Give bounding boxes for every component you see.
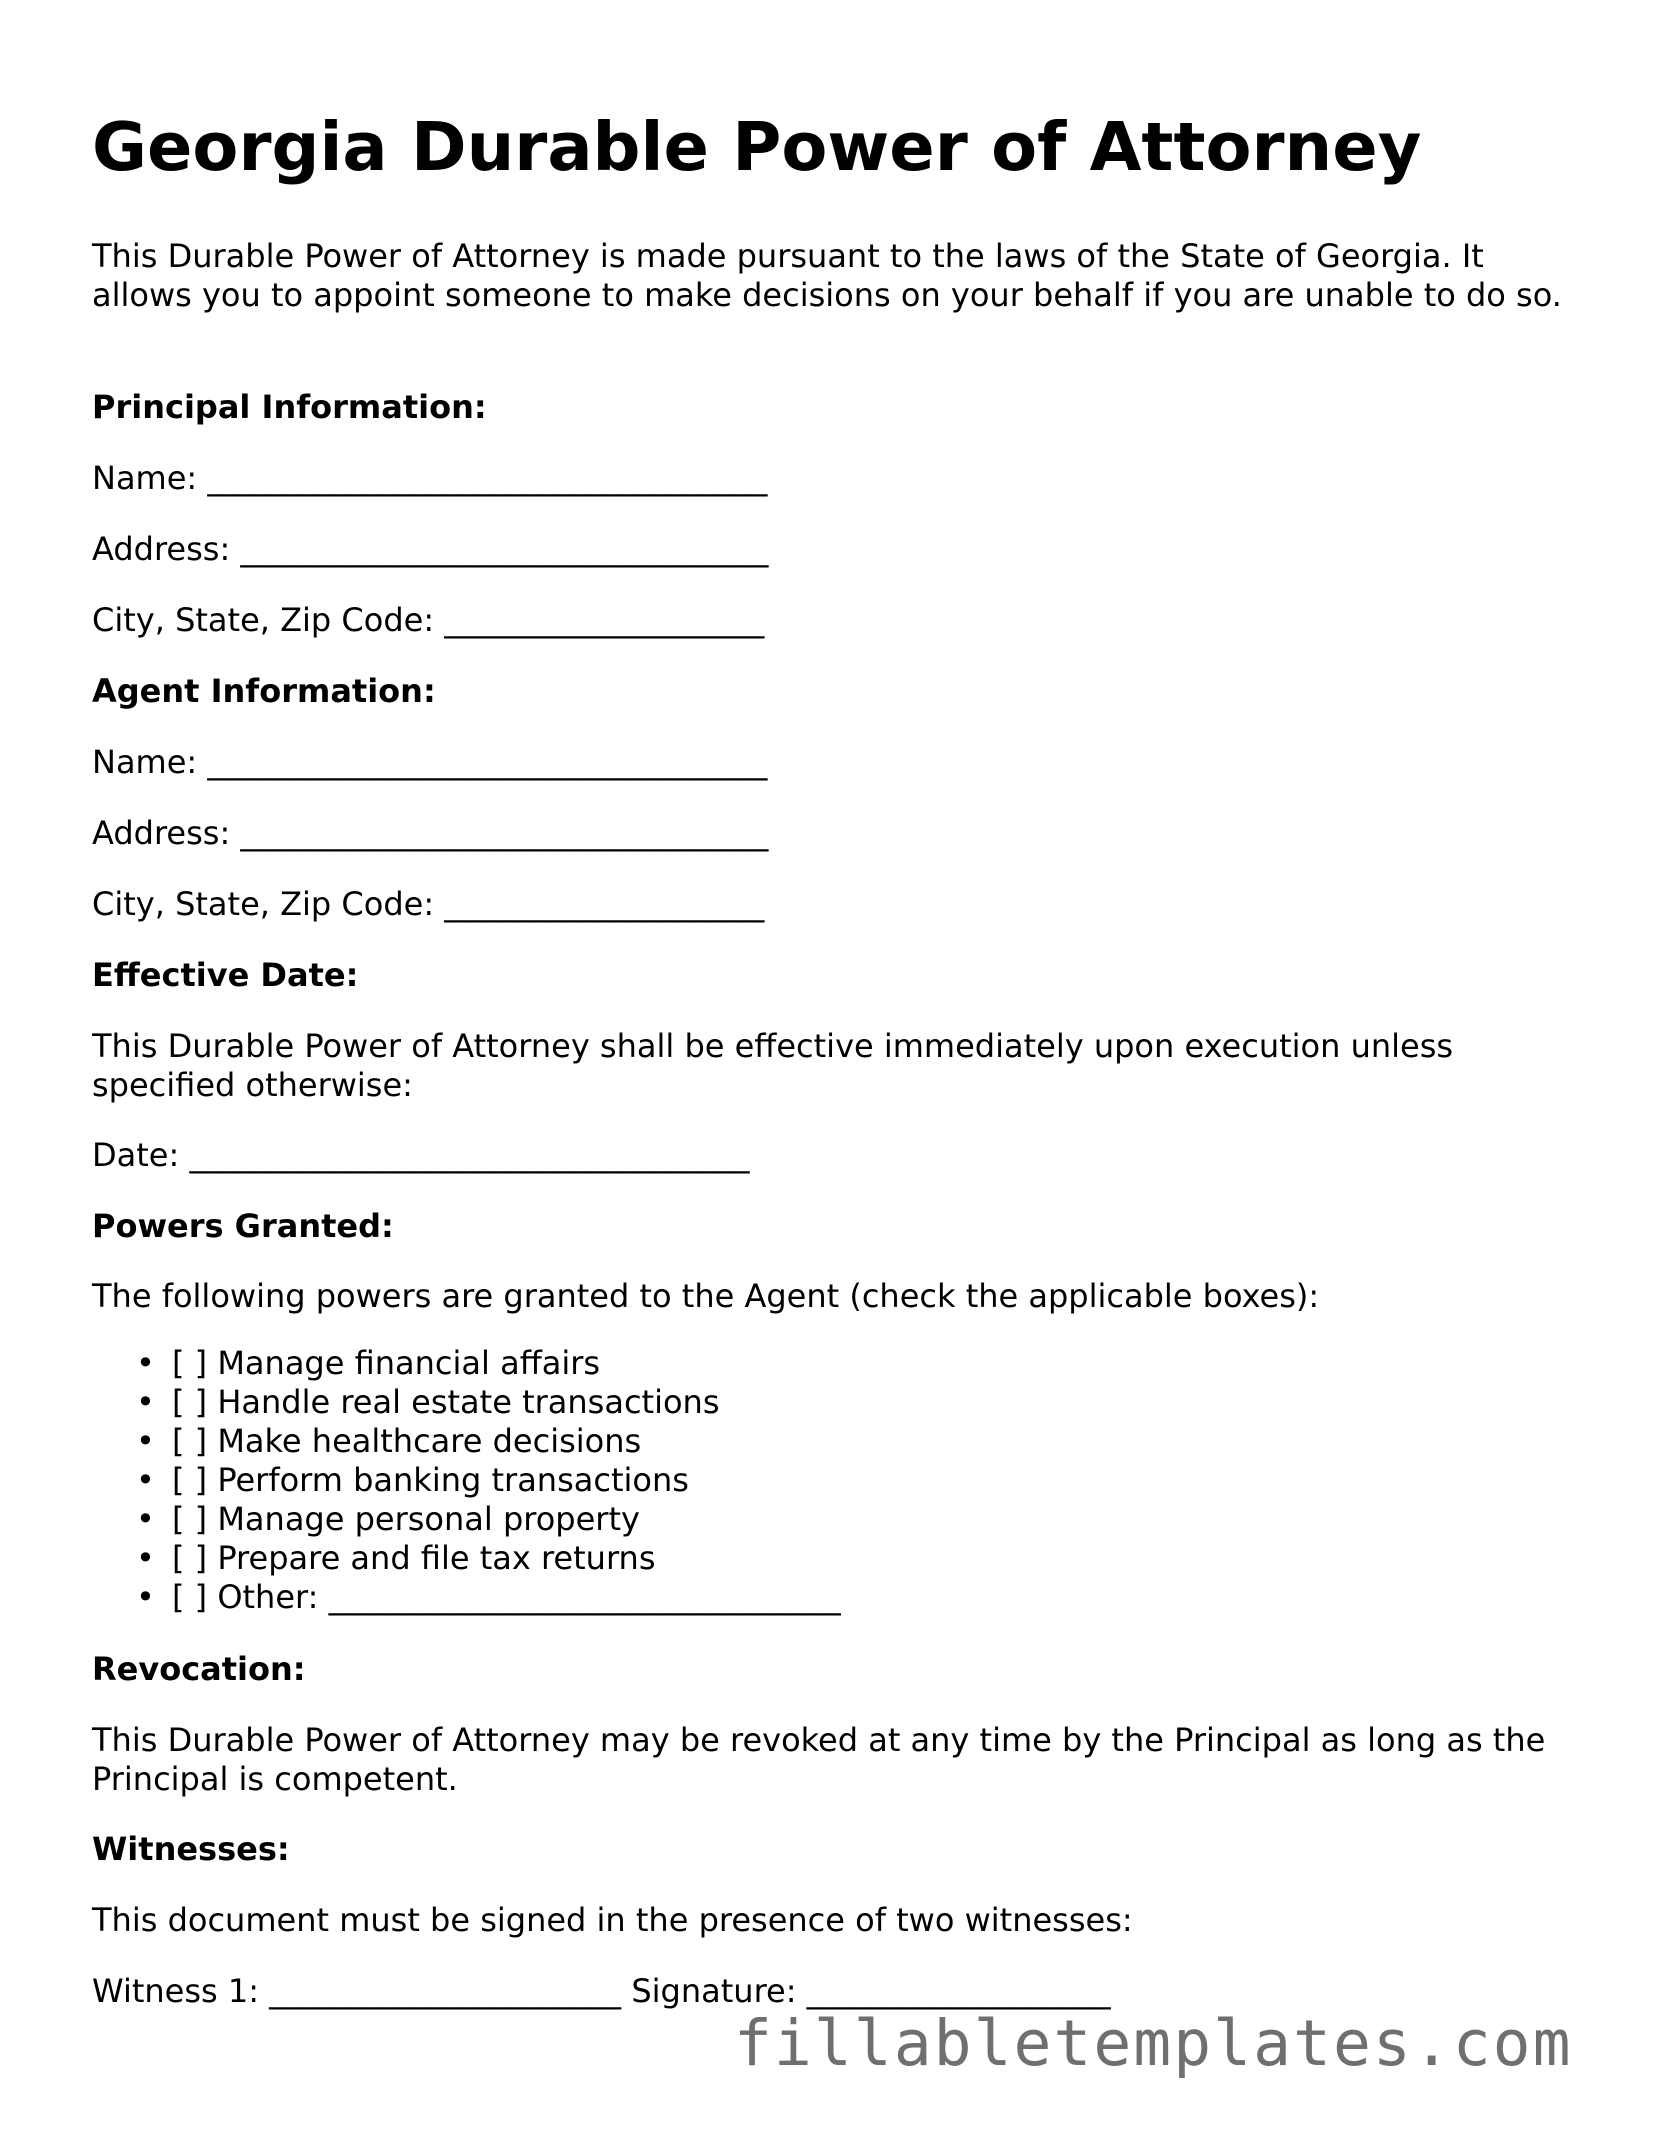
powers-heading: Powers Granted: — [92, 1207, 394, 1245]
power-item[interactable] — [136, 1422, 841, 1461]
principal-name-field[interactable]: Name: ___________________________________ — [92, 459, 768, 497]
agent-city-field[interactable]: City, State, Zip Code: ____________________ — [92, 885, 765, 923]
intro-paragraph: This Durable Power of Attorney is made pursuant to the laws of the State of Georgia. It allows you to appoint someone to make decisions on your behalf if you are unable to do so. — [92, 237, 1562, 314]
witnesses-heading: Witnesses: — [92, 1830, 290, 1868]
powers-list — [92, 1344, 841, 1617]
power-item-label: [ ] Prepare and file tax returns — [172, 1539, 656, 1577]
effective-date-heading: Effective Date: — [92, 956, 359, 994]
agent-name-field[interactable]: Name: ___________________________________ — [92, 743, 768, 781]
bullet-icon: • — [136, 1344, 155, 1382]
bullet-icon: • — [136, 1383, 155, 1421]
power-item-label: [ ] Handle real estate transactions — [172, 1383, 720, 1421]
effective-date-field[interactable]: Date: ___________________________________ — [92, 1136, 750, 1174]
principal-heading: Principal Information: — [92, 388, 487, 426]
bullet-icon: • — [136, 1422, 155, 1460]
power-item-other[interactable] — [136, 1578, 841, 1617]
power-item[interactable] — [136, 1539, 841, 1578]
principal-city-field[interactable]: City, State, Zip Code: ____________________ — [92, 601, 765, 639]
power-item[interactable] — [136, 1500, 841, 1539]
bullet-icon: • — [136, 1461, 155, 1499]
effective-date-paragraph: This Durable Power of Attorney shall be effective immediately upon execution unless specified otherwise: — [92, 1027, 1454, 1104]
power-item-label: [ ] Perform banking transactions — [172, 1461, 689, 1499]
power-item[interactable] — [136, 1461, 841, 1500]
agent-heading: Agent Information: — [92, 672, 436, 710]
agent-address-field[interactable]: Address: _________________________________ — [92, 814, 769, 852]
power-item-label: [ ] Other: ________________________________ — [172, 1578, 841, 1616]
power-item-label: [ ] Manage personal property — [172, 1500, 640, 1538]
revocation-heading: Revocation: — [92, 1650, 306, 1688]
bullet-icon: • — [136, 1500, 155, 1538]
power-item-label: [ ] Make healthcare decisions — [172, 1422, 642, 1460]
powers-paragraph: The following powers are granted to the Agent (check the applicable boxes): — [92, 1277, 1320, 1315]
power-item-label: [ ] Manage financial affairs — [172, 1344, 601, 1382]
bullet-icon: • — [136, 1578, 155, 1616]
witness-1-field[interactable]: Witness 1: ______________________ Signature: ___________________ — [92, 1972, 1111, 2010]
power-item[interactable] — [136, 1383, 841, 1422]
power-item[interactable] — [136, 1344, 841, 1383]
page-title: Georgia Durable Power of Attorney — [92, 108, 1422, 186]
revocation-paragraph: This Durable Power of Attorney may be revoked at any time by the Principal as long as the Principal is competent. — [92, 1721, 1546, 1798]
principal-address-field[interactable]: Address: _________________________________ — [92, 530, 769, 568]
witnesses-paragraph: This document must be signed in the presence of two witnesses: — [92, 1901, 1133, 1939]
bullet-icon: • — [136, 1539, 155, 1577]
watermark-logo: fillabletemplates.com — [734, 2007, 1573, 2080]
